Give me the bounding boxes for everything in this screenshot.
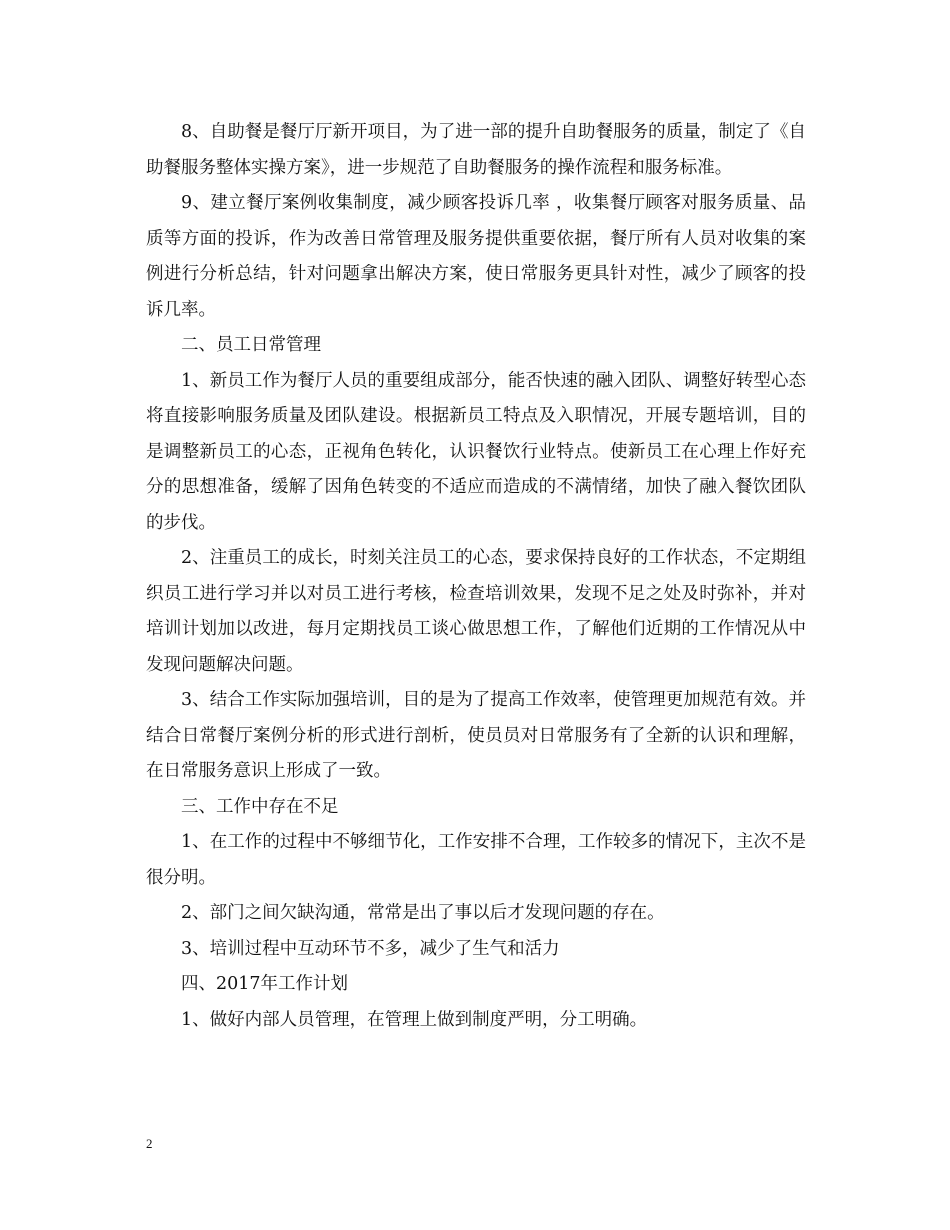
paragraph-shortcoming-detail: 1、在工作的过程中不够细节化，工作安排不合理，工作较多的情况下，主次不是很分明。 [146, 832, 806, 888]
paragraph-shortcoming-communication: 2、部门之间欠缺沟通，常常是出了事以后才发现问题的存在。 [181, 903, 665, 923]
section-heading-staff-management: 二、员工日常管理 [181, 335, 321, 355]
paragraph-plan-internal-management: 1、做好内部人员管理，在管理上做到制度严明，分工明确。 [181, 1009, 648, 1030]
paragraph-case-collection: 9、建立餐厅案例收集制度，减少顾客投诉几率 ，收集餐厅顾客对服务质量、品质等方面的投诉，作为改善日常管理及服务提供重要依据，餐厅所有人员对收集的案例进行分析总结，针对问题拿出解决方案，使日常服务更具针对性，减少了顾客的投诉几率。 [146, 193, 806, 320]
paragraph-training: 3、结合工作实际加强培训，目的是为了提高工作效率，使管理更加规范有效。并结合日常餐厅案例分析的形式进行剖析，使员员对日常服务有了全新的认识和理解，在日常服务意识上形成了一致。 [146, 690, 806, 781]
paragraph-buffet-plan: 8、自助餐是餐厅厅新开项目，为了进一部的提升自助餐服务的质量，制定了《自助餐服务整体实操方案》，进一步规范了自助餐服务的操作流程和服务标准。 [146, 122, 806, 178]
paragraph-new-staff: 1、新员工作为餐厅人员的重要组成部分，能否快速的融入团队、调整好转型心态将直接影响服务质量及团队建设。根据新员工特点及入职情况，开展专题培训，目的是调整新员工的心态，正视角色转化，认识餐饮行业特点。使新员工在心理上作好充分的思想准备，缓解了因角色转变的不适应而造成的不满情绪，加快了融入餐饮团队的步伐。 [146, 370, 806, 533]
paragraph-staff-growth: 2、注重员工的成长，时刻关注员工的心态，要求保持良好的工作状态，不定期组织员工进行学习并以对员工进行考核，检查培训效果，发现不足之处及时弥补，并对培训计划加以改进，每月定期找员工谈心做思想工作，了解他们近期的工作情况从中发现问题解决问题。 [146, 548, 806, 675]
paragraph-shortcoming-training: 3、培训过程中互动环节不多，减少了生气和活力 [181, 938, 560, 959]
page-number: 2 [146, 1136, 153, 1151]
section-heading-shortcomings: 三、工作中存在不足 [181, 796, 339, 817]
section-heading-work-plan: 四、2017年工作计划 [181, 974, 349, 994]
document-body [146, 115, 806, 1038]
